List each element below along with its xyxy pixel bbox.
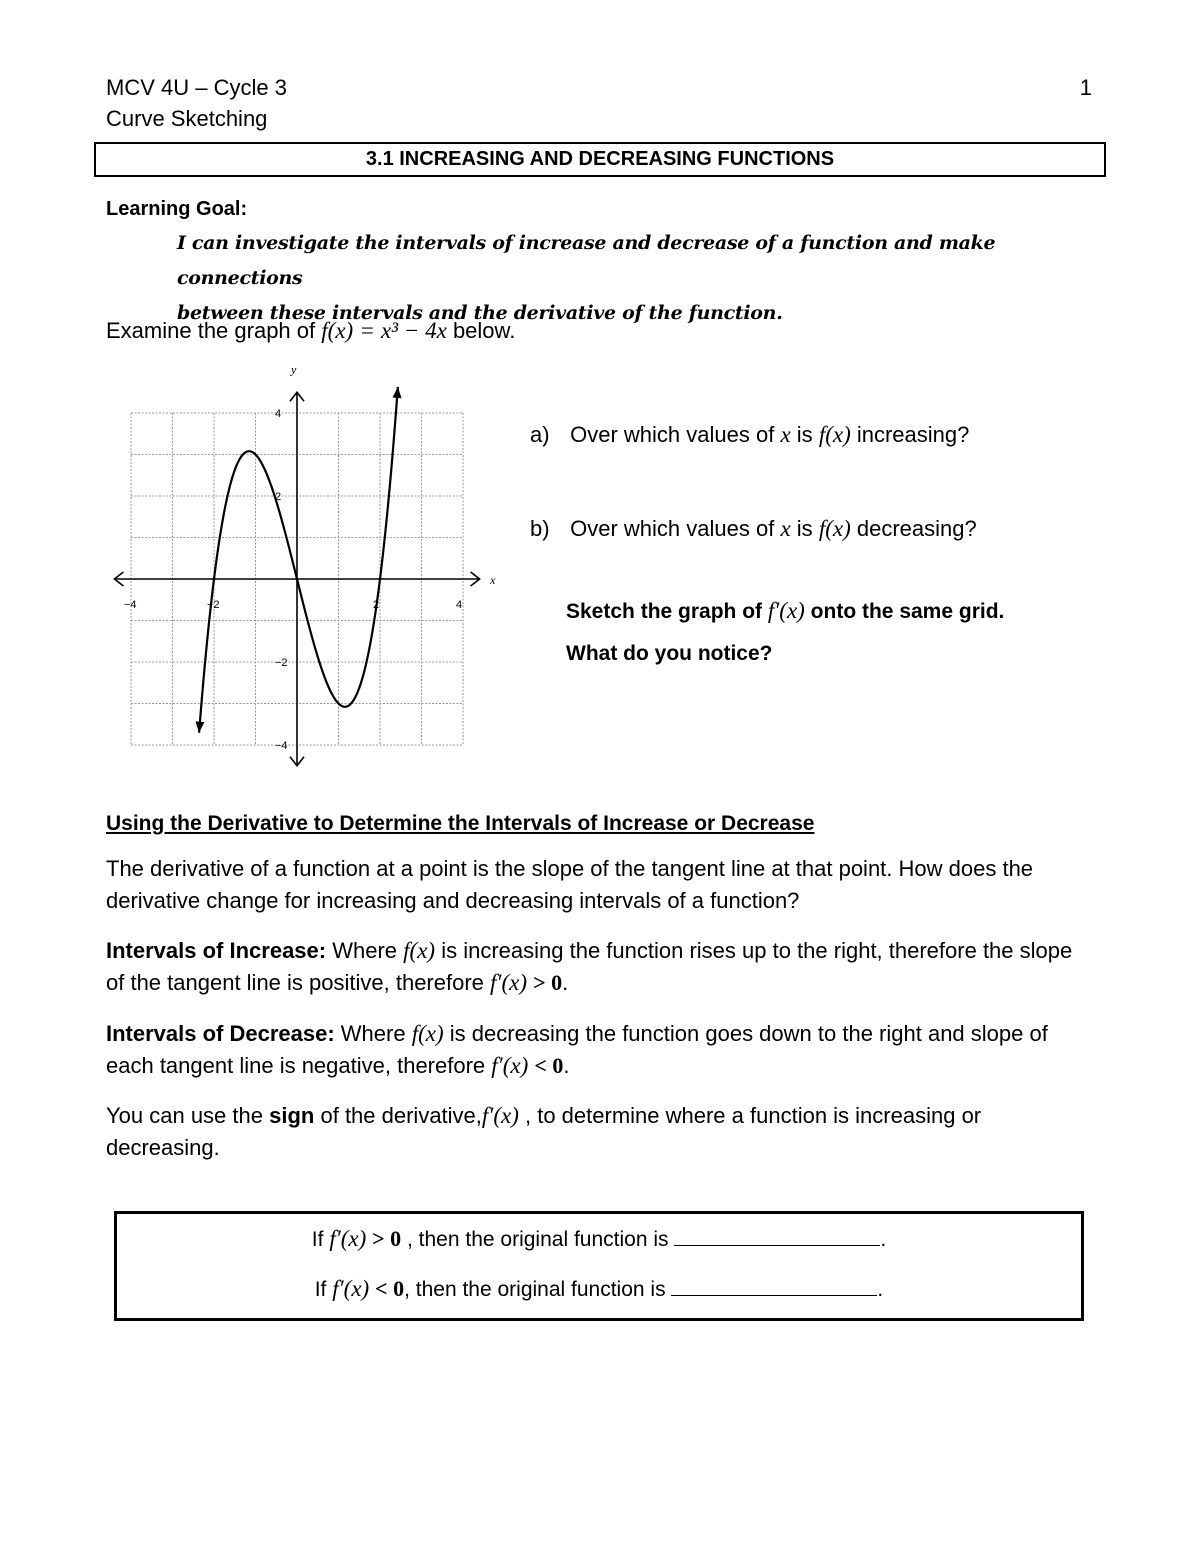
y-tick-label: 2: [275, 491, 282, 503]
section-heading: Using the Derivative to Determine the Intervals of Increase or Decrease: [106, 812, 815, 835]
function-name: f(x): [321, 318, 354, 343]
course-code: MCV 4U – Cycle 3: [106, 75, 287, 100]
y-axis-label: y: [291, 362, 297, 377]
summary-line-decreasing: If f′(x) < 0, then the original function is .: [314, 1276, 884, 1301]
answer-blank-increasing[interactable]: [674, 1227, 880, 1246]
x-tick-label: 4: [456, 599, 463, 611]
derivative-paragraph: The derivative of a function at a point is the slope of the tangent line at that point. How does the derivative change for increasing and decreasing intervals of a function?: [106, 856, 1034, 913]
x-tick-label: −2: [207, 599, 220, 611]
page-header: [106, 72, 287, 134]
x-tick-label: 2: [373, 599, 380, 611]
x-tick-label: −4: [124, 599, 137, 611]
sketch-instruction: Sketch the graph of f′(x) onto the same grid.: [566, 598, 1005, 623]
notice-question: What do you notice?: [566, 642, 773, 665]
question-b: b) Over which values of x is f(x) decreasing?: [530, 516, 977, 541]
summary-box: [114, 1211, 1084, 1321]
learning-goal-text: [177, 226, 1097, 331]
y-tick-label: −2: [275, 657, 288, 669]
y-tick-label: −4: [275, 740, 288, 752]
question-a: a) Over which values of x is f(x) increasing?: [530, 422, 970, 447]
unit-name: Curve Sketching: [106, 106, 268, 131]
learning-goal-line1: I can investigate the intervals of increase and decrease of a function and make connections: [177, 232, 996, 289]
learning-goal-line2: between these intervals and the derivative of the function.: [177, 302, 783, 324]
lesson-title: 3.1 INCREASING AND DECREASING FUNCTIONS: [94, 142, 1106, 177]
y-tick-label: 4: [275, 408, 282, 420]
summary-line-increasing: If f′(x) > 0 , then the original function is .: [311, 1226, 887, 1251]
function-expression: x³ − 4x: [380, 318, 447, 343]
answer-blank-decreasing[interactable]: [671, 1277, 877, 1296]
page-number: 1: [1079, 75, 1092, 100]
sign-paragraph: You can use the sign of the derivative,f′(x) , to determine where a function is increasing or decreasing.: [106, 1103, 982, 1160]
function-curve: [199, 387, 398, 733]
decrease-paragraph: Intervals of Decrease: Where f(x) is decreasing the function goes down to the right and slope of each tangent line is negative, therefore f′(x) < 0.: [106, 1021, 1048, 1078]
increase-paragraph: Intervals of Increase: Where f(x) is increasing the function rises up to the right, therefore the slope of the tangent line is positive, therefore f′(x) > 0.: [106, 938, 1073, 995]
learning-goal-label: Learning Goal:: [106, 198, 248, 220]
curve-arrow-top: [393, 387, 402, 398]
examine-instruction: Examine the graph of f(x) = x³ − 4x below.: [106, 318, 516, 343]
function-graph: [100, 358, 500, 788]
x-axis-label: x: [489, 573, 496, 587]
